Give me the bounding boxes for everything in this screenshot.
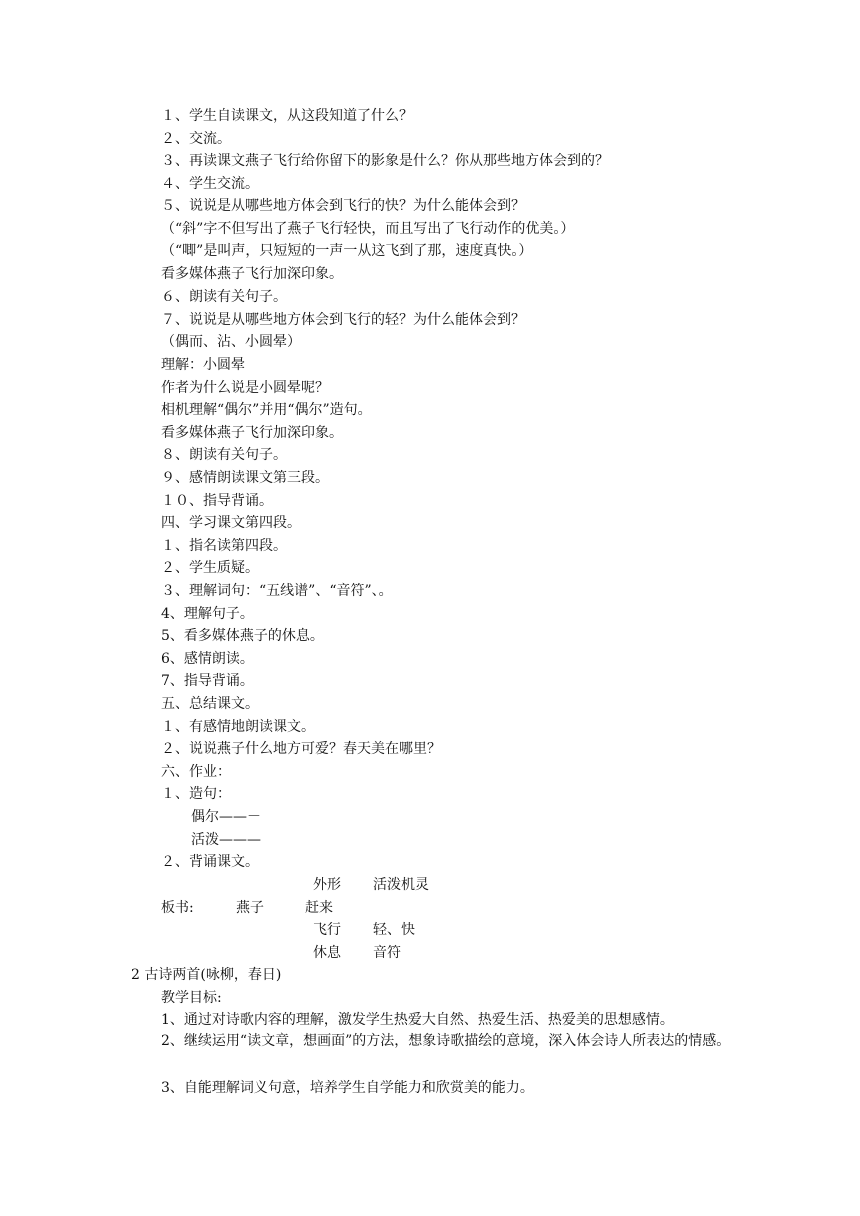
text-line: ７、说说是从哪些地方体会到飞行的轻？为什么能体会到？	[161, 312, 525, 328]
text-line: ２、学生质疑。	[161, 560, 259, 576]
text-line: ３、再读课文燕子飞行给你留下的影象是什么？你从那些地方体会到的？	[161, 153, 609, 169]
board-row-right: 活泼机灵	[373, 877, 429, 893]
text-line: 7、指导背诵。	[161, 673, 254, 689]
lesson-title: 2 古诗两首(咏柳，春日)	[131, 967, 282, 983]
board-row-right: 轻、快	[373, 922, 415, 938]
text-line: 看多媒体燕子飞行加深印象。	[161, 266, 343, 282]
board-subject: 燕子	[236, 900, 264, 916]
board-row-right: 音符	[373, 945, 401, 961]
board-row-left: 外形	[313, 877, 341, 893]
text-line: （“斜”字不但写出了燕子飞行轻快，而且写出了飞行动作的优美。）	[161, 221, 575, 237]
text-line: ２、说说燕子什么地方可爱？春天美在哪里？	[161, 741, 441, 757]
text-line: （“唧”是叫声，只短短的一声一从这飞到了那，速度真快。）	[161, 243, 533, 259]
text-line: ３、理解词句：“五线谱”、“音符”、。	[161, 583, 393, 599]
board-row-left: 飞行	[313, 922, 341, 938]
goal-item: 1、通过对诗歌内容的理解，激发学生热爱大自然、热爱生活、热爱美的思想感情。	[161, 1012, 674, 1028]
text-line: 六、作业：	[161, 764, 231, 780]
text-line: 5、看多媒体燕子的休息。	[161, 628, 324, 644]
text-line: １、有感情地朗读课文。	[161, 719, 315, 735]
text-line: 五、总结课文。	[161, 696, 259, 712]
goal-item: 3、自能理解词义句意，培养学生自学能力和欣赏美的能力。	[161, 1080, 534, 1096]
text-line: 活泼———	[191, 832, 261, 848]
text-line: ４、学生交流。	[161, 176, 259, 192]
text-line: 相机理解“偶尔”并用“偶尔”造句。	[161, 402, 372, 418]
board-row-left: 休息	[313, 945, 341, 961]
text-line: １、造句：	[161, 786, 231, 802]
text-line: １、指名读第四段。	[161, 538, 287, 554]
text-line: ２、背诵课文。	[161, 854, 259, 870]
text-line: ８、朗读有关句子。	[161, 447, 287, 463]
board-row-left: 赶来	[305, 900, 333, 916]
text-line: ２、交流。	[161, 131, 231, 147]
text-line: 偶尔——－	[191, 809, 261, 825]
text-line: １０、指导背诵。	[161, 493, 273, 509]
text-line: １、学生自读课文，从这段知道了什么？	[161, 108, 413, 124]
goals-label: 教学目标:	[161, 990, 222, 1006]
text-line: ６、朗读有关句子。	[161, 289, 287, 305]
goal-item: 2、继续运用“读文章，想画面”的方法，想象诗歌描绘的意境，深入体会诗人所表达的情感。	[161, 1033, 731, 1049]
text-line: ５、说说是从哪些地方体会到飞行的快？为什么能体会到？	[161, 198, 525, 214]
board-label: 板书:	[161, 900, 194, 916]
text-line: 理解：小圆晕	[161, 357, 245, 373]
text-line: （偶而、沾、小圆晕）	[161, 334, 301, 350]
text-line: 作者为什么说是小圆晕呢？	[161, 380, 329, 396]
text-line: 6、感情朗读。	[161, 651, 254, 667]
text-line: 4、理解句子。	[161, 606, 254, 622]
text-line: ９、感情朗读课文第三段。	[161, 470, 329, 486]
text-line: 四、学习课文第四段。	[161, 515, 301, 531]
text-line: 看多媒体燕子飞行加深印象。	[161, 425, 343, 441]
